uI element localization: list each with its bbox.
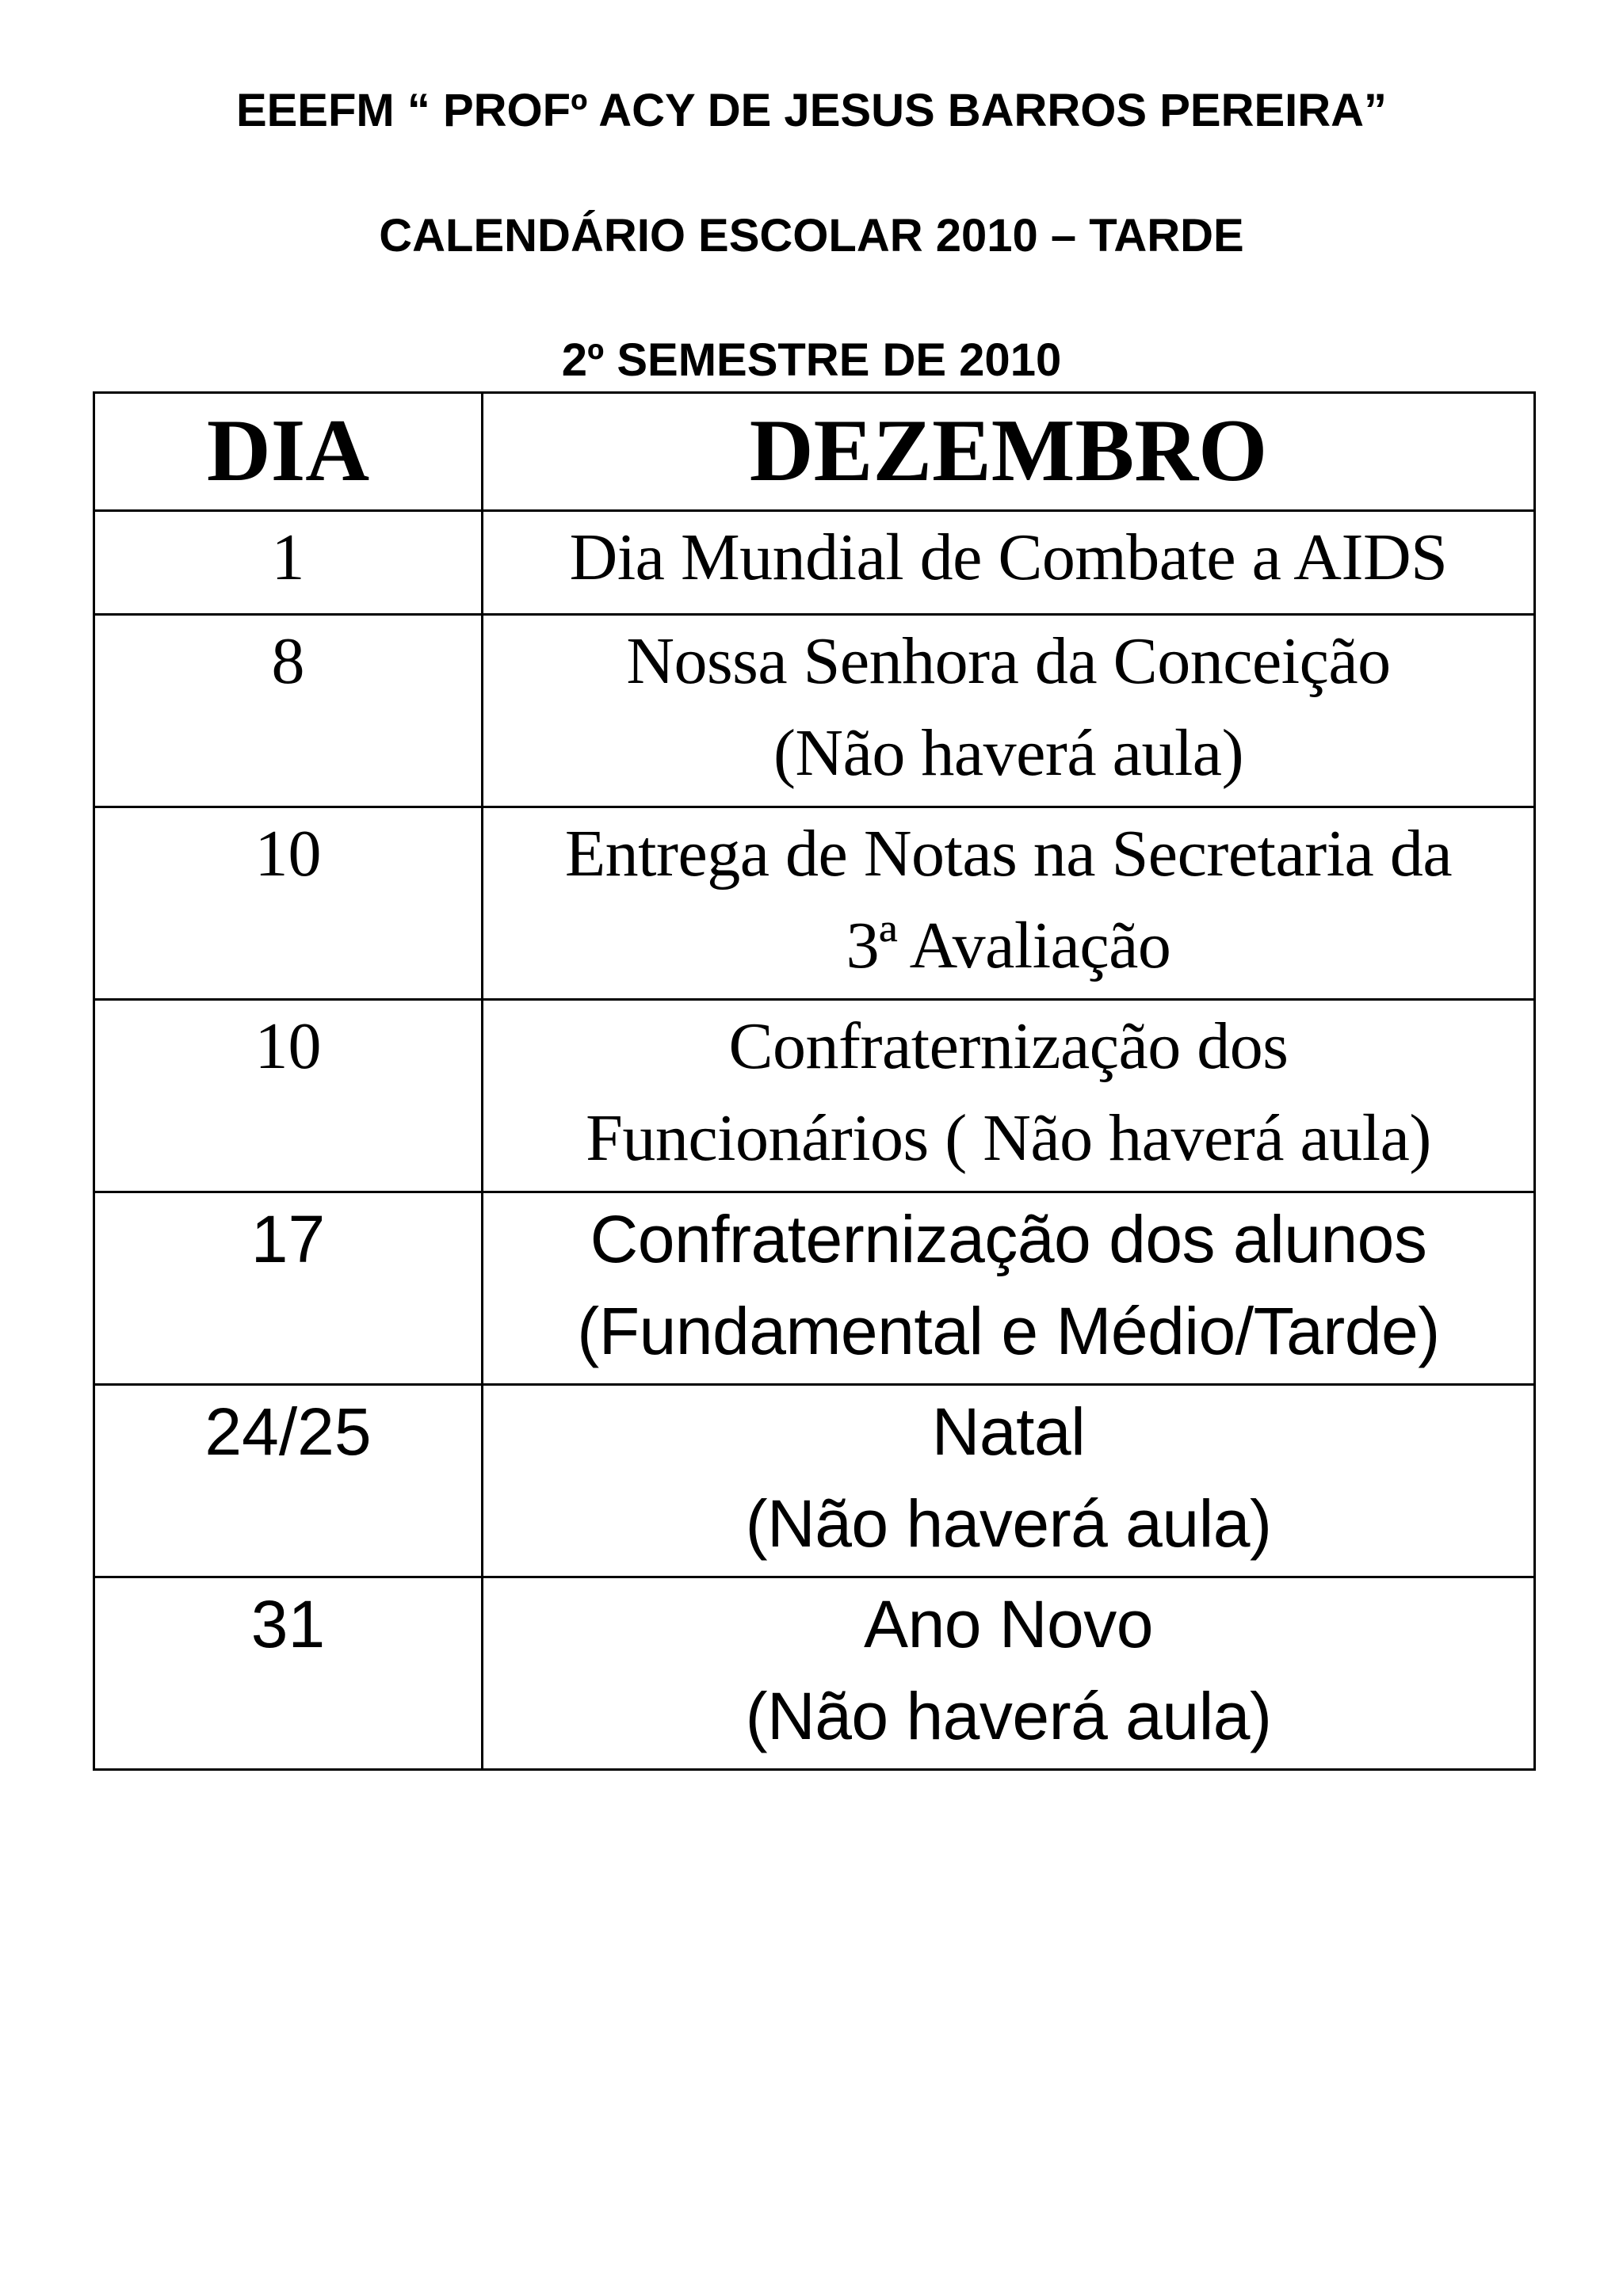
- day-cell: 8: [94, 615, 483, 807]
- event-cell: [483, 511, 1535, 615]
- event-line: (Não haverá aula): [773, 716, 1244, 790]
- event-line: Entrega de Notas na Secretaria da: [564, 817, 1453, 891]
- event-line: (Fundamental e Médio/Tarde): [577, 1294, 1440, 1368]
- semester-title: 2º SEMESTRE DE 2010: [561, 334, 1062, 386]
- event-cell: [483, 1192, 1535, 1385]
- event-cell: [483, 615, 1535, 807]
- calendar-table: [93, 391, 1536, 1771]
- event-line: 3ª Avaliação: [846, 909, 1171, 982]
- event-line: (Não haverá aula): [745, 1679, 1272, 1753]
- event-cell: [483, 1000, 1535, 1192]
- event-line: Confraternização dos alunos: [590, 1202, 1427, 1276]
- event-line: Nossa Senhora da Conceição: [626, 624, 1391, 698]
- table-row: [94, 615, 1535, 807]
- day-cell: 1: [94, 511, 483, 615]
- event-line: Ano Novo: [864, 1587, 1153, 1661]
- table-row: [94, 1385, 1535, 1577]
- day-cell: 24/25: [94, 1385, 483, 1577]
- column-header-month: DEZEMBRO: [483, 393, 1535, 511]
- school-name: EEEFM “ PROFº ACY DE JESUS BARROS PEREIRA”: [235, 85, 1388, 136]
- event-cell: [483, 807, 1535, 1000]
- event-line: Funcionários ( Não haverá aula): [586, 1101, 1431, 1175]
- event-line: Dia Mundial de Combate a AIDS: [569, 521, 1448, 594]
- column-header-day: DIA: [94, 393, 483, 511]
- table-row: [94, 1192, 1535, 1385]
- table-row: [94, 1000, 1535, 1192]
- calendar-title: CALENDÁRIO ESCOLAR 2010 – TARDE: [379, 210, 1244, 261]
- table-row: [94, 1577, 1535, 1770]
- table-header-row: [94, 393, 1535, 511]
- event-line: Natal: [931, 1394, 1086, 1469]
- event-line: Confraternização dos: [728, 1009, 1289, 1083]
- event-line: (Não haverá aula): [745, 1486, 1272, 1561]
- table-row: [94, 511, 1535, 615]
- day-cell: 17: [94, 1192, 483, 1385]
- day-cell: 10: [94, 807, 483, 1000]
- day-cell: 31: [94, 1577, 483, 1770]
- event-cell: [483, 1577, 1535, 1770]
- event-cell: [483, 1385, 1535, 1577]
- table-row: [94, 807, 1535, 1000]
- day-cell: 10: [94, 1000, 483, 1192]
